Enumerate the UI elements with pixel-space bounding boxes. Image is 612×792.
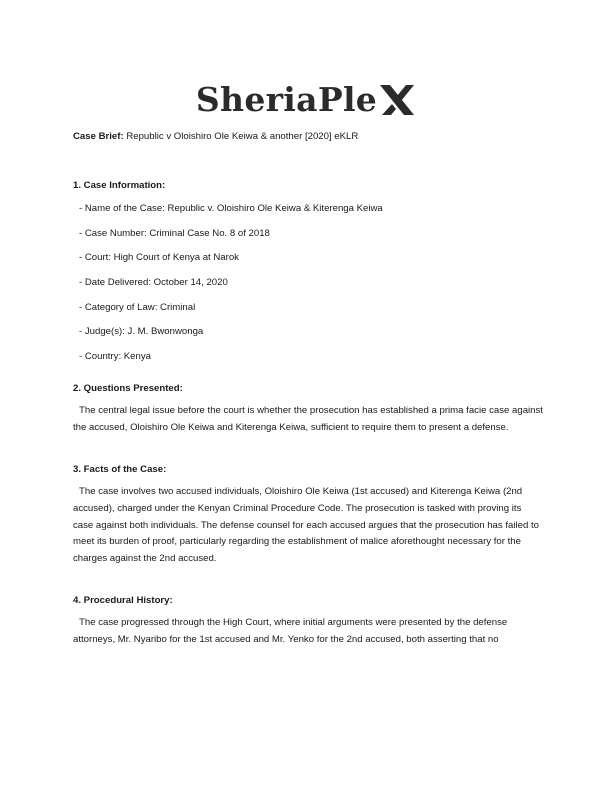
list-item: - Judge(s): J. M. Bwonwonga bbox=[79, 326, 204, 338]
case-brief-title: Republic v Oloishiro Ole Keiwa & another [2020] eKLR bbox=[126, 131, 359, 142]
section-procedural-history-heading: 4. Procedural History: bbox=[73, 595, 173, 607]
list-item: - Category of Law: Criminal bbox=[79, 301, 196, 313]
list-item: - Name of the Case: Republic v. Oloishiro Ole Keiwa & Kiterenga Keiwa bbox=[79, 203, 383, 214]
logo-text: SheriaPle bbox=[195, 80, 378, 119]
sheriaplex-logo bbox=[0, 80, 612, 120]
list-item: - Case Number: Criminal Case No. 8 of 2018 bbox=[79, 227, 270, 239]
case-brief-label: Case Brief: bbox=[73, 131, 124, 142]
case-information-list bbox=[73, 203, 543, 363]
list-item: - Country: Kenya bbox=[79, 351, 151, 363]
section-case-information-heading: 1. Case Information: bbox=[73, 180, 166, 191]
case-brief-line bbox=[73, 131, 543, 143]
section-facts-heading: 3. Facts of the Case: bbox=[73, 464, 167, 476]
section-questions-presented-heading: 2. Questions Presented: bbox=[73, 383, 183, 395]
facts-text: The case involves two accused individuals, Oloishiro Ole Keiwa (1st accused) and Kiterenga Keiwa (2nd accused), charged under the Kenyan Criminal Procedure Code. The prosecution is tasked with proving its case against both individuals. The defense counsel for each accused argues that the prosecution has failed to meet its burden of proof, particularly regarding the establishment of malice aforethought necessary for the charges against the 2nd accused. bbox=[73, 486, 539, 564]
document-body bbox=[73, 131, 543, 648]
procedural-history-text: The case progressed through the High Court, where initial arguments were presented by the defense attorneys, Mr. Nyaribo for the 1st accused and Mr. Yenko for the 2nd accused, both asserting that no bbox=[73, 617, 508, 645]
questions-presented-text: The central legal issue before the court is whether the prosecution has established a prima facie case against the accused, Oloishiro Ole Keiwa and Kiterenga Keiwa, sufficient to require them to present a defense. bbox=[73, 405, 543, 433]
list-item: - Date Delivered: October 14, 2020 bbox=[79, 277, 228, 289]
x-mark-icon bbox=[378, 83, 416, 117]
list-item: - Court: High Court of Kenya at Narok bbox=[79, 252, 239, 264]
